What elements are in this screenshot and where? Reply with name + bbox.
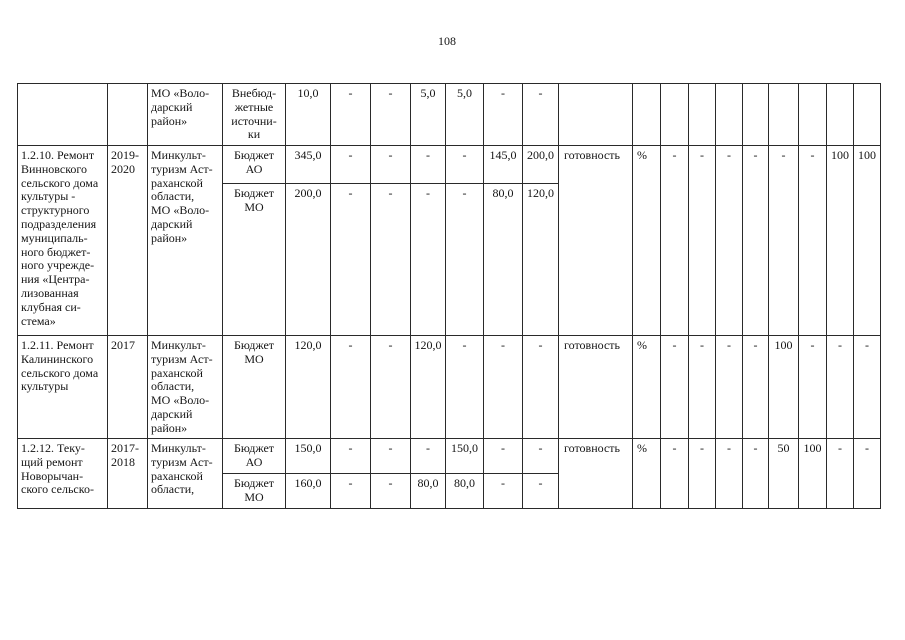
unit-cell: % <box>633 336 661 439</box>
years-cell <box>108 84 148 146</box>
indicator-cell: готовность <box>559 439 633 509</box>
target-value-cell: - <box>689 439 716 509</box>
page-number: 108 <box>438 34 456 48</box>
program-table <box>17 83 881 509</box>
amount-cell: - <box>371 84 411 146</box>
target-value-cell <box>827 84 854 146</box>
funding-source-cell: Бюджет АО <box>223 439 286 474</box>
funding-source-cell: Бюджет МО <box>223 336 286 439</box>
amount-cell: - <box>331 439 371 474</box>
target-value-cell: 100 <box>769 336 799 439</box>
target-value-cell: - <box>689 146 716 336</box>
amount-cell: - <box>523 439 559 474</box>
years-cell: 2017- 2018 <box>108 439 148 509</box>
target-value-cell: - <box>854 439 881 509</box>
target-value-cell: - <box>827 439 854 509</box>
target-value-cell <box>769 84 799 146</box>
name-cell <box>18 84 108 146</box>
funding-source-cell: Внебюд- жетные источни- ки <box>223 84 286 146</box>
years-cell: 2017 <box>108 336 148 439</box>
amount-total-cell: 345,0 <box>286 146 331 184</box>
name-cell: 1.2.10. Ремонт Винновского сельского дома культуры - структурного подразделения муниципаль- ного бюджет- ного учрежде- ния «Центра- лизованная клубная си- стема» <box>18 146 108 336</box>
amount-cell: - <box>446 146 484 184</box>
amount-cell: - <box>484 84 523 146</box>
indicator-cell: готовность <box>559 146 633 336</box>
target-value-cell: - <box>661 146 689 336</box>
target-value-cell: - <box>661 336 689 439</box>
amount-cell: - <box>484 474 523 509</box>
indicator-cell: готовность <box>559 336 633 439</box>
target-value-cell: - <box>716 146 743 336</box>
target-value-cell: - <box>716 439 743 509</box>
executor-cell: Минкульт- туризм Аст- раханской области, <box>148 439 223 509</box>
unit-cell: % <box>633 146 661 336</box>
table-row <box>18 336 881 439</box>
target-value-cell: 100 <box>799 439 827 509</box>
amount-cell: - <box>331 84 371 146</box>
amount-cell: 150,0 <box>446 439 484 474</box>
amount-total-cell: 10,0 <box>286 84 331 146</box>
amount-cell: 5,0 <box>411 84 446 146</box>
executor-cell: Минкульт- туризм Аст- раханской области, МО «Воло- дарский район» <box>148 336 223 439</box>
target-value-cell: - <box>799 336 827 439</box>
amount-cell: - <box>484 439 523 474</box>
amount-cell: 145,0 <box>484 146 523 184</box>
amount-cell: - <box>523 336 559 439</box>
target-value-cell <box>743 84 769 146</box>
amount-total-cell: 160,0 <box>286 474 331 509</box>
amount-cell: 120,0 <box>411 336 446 439</box>
target-value-cell <box>854 84 881 146</box>
amount-cell: - <box>331 184 371 336</box>
amount-cell: - <box>484 336 523 439</box>
amount-cell: - <box>523 84 559 146</box>
amount-cell: 80,0 <box>484 184 523 336</box>
years-cell: 2019- 2020 <box>108 146 148 336</box>
target-value-cell: - <box>743 146 769 336</box>
table-row <box>18 146 881 184</box>
amount-cell: 200,0 <box>523 146 559 184</box>
target-value-cell: - <box>689 336 716 439</box>
amount-cell: - <box>371 336 411 439</box>
amount-cell: - <box>371 184 411 336</box>
amount-cell: 80,0 <box>411 474 446 509</box>
target-value-cell: - <box>827 336 854 439</box>
amount-cell: - <box>446 336 484 439</box>
amount-cell: - <box>371 146 411 184</box>
target-value-cell: - <box>854 336 881 439</box>
unit-cell <box>633 84 661 146</box>
target-value-cell <box>661 84 689 146</box>
amount-total-cell: 200,0 <box>286 184 331 336</box>
amount-cell: 80,0 <box>446 474 484 509</box>
target-value-cell <box>799 84 827 146</box>
target-value-cell: - <box>799 146 827 336</box>
name-cell: 1.2.12. Теку- щий ремонт Новорычан- ского сельско- <box>18 439 108 509</box>
target-value-cell <box>716 84 743 146</box>
amount-cell: 5,0 <box>446 84 484 146</box>
amount-cell: - <box>371 474 411 509</box>
table-row <box>18 84 881 146</box>
amount-total-cell: 150,0 <box>286 439 331 474</box>
executor-cell: Минкульт- туризм Аст- раханской области, МО «Воло- дарский район» <box>148 146 223 336</box>
amount-cell: - <box>331 474 371 509</box>
amount-cell: - <box>411 184 446 336</box>
target-value-cell: - <box>716 336 743 439</box>
amount-cell: - <box>446 184 484 336</box>
amount-cell: - <box>331 146 371 184</box>
funding-source-cell: Бюджет АО <box>223 146 286 184</box>
amount-cell: - <box>371 439 411 474</box>
funding-source-cell: Бюджет МО <box>223 184 286 336</box>
executor-cell: МО «Воло- дарский район» <box>148 84 223 146</box>
target-value-cell <box>689 84 716 146</box>
amount-cell: - <box>331 336 371 439</box>
name-cell: 1.2.11. Ремонт Калининского сельского дома культуры <box>18 336 108 439</box>
table-row <box>18 439 881 474</box>
unit-cell: % <box>633 439 661 509</box>
target-value-cell: - <box>661 439 689 509</box>
funding-source-cell: Бюджет МО <box>223 474 286 509</box>
amount-total-cell: 120,0 <box>286 336 331 439</box>
amount-cell: 120,0 <box>523 184 559 336</box>
target-value-cell: - <box>743 439 769 509</box>
target-value-cell: 50 <box>769 439 799 509</box>
target-value-cell: 100 <box>854 146 881 336</box>
amount-cell: - <box>411 146 446 184</box>
amount-cell: - <box>411 439 446 474</box>
amount-cell: - <box>523 474 559 509</box>
target-value-cell: - <box>743 336 769 439</box>
target-value-cell: 100 <box>827 146 854 336</box>
indicator-cell <box>559 84 633 146</box>
target-value-cell: - <box>769 146 799 336</box>
